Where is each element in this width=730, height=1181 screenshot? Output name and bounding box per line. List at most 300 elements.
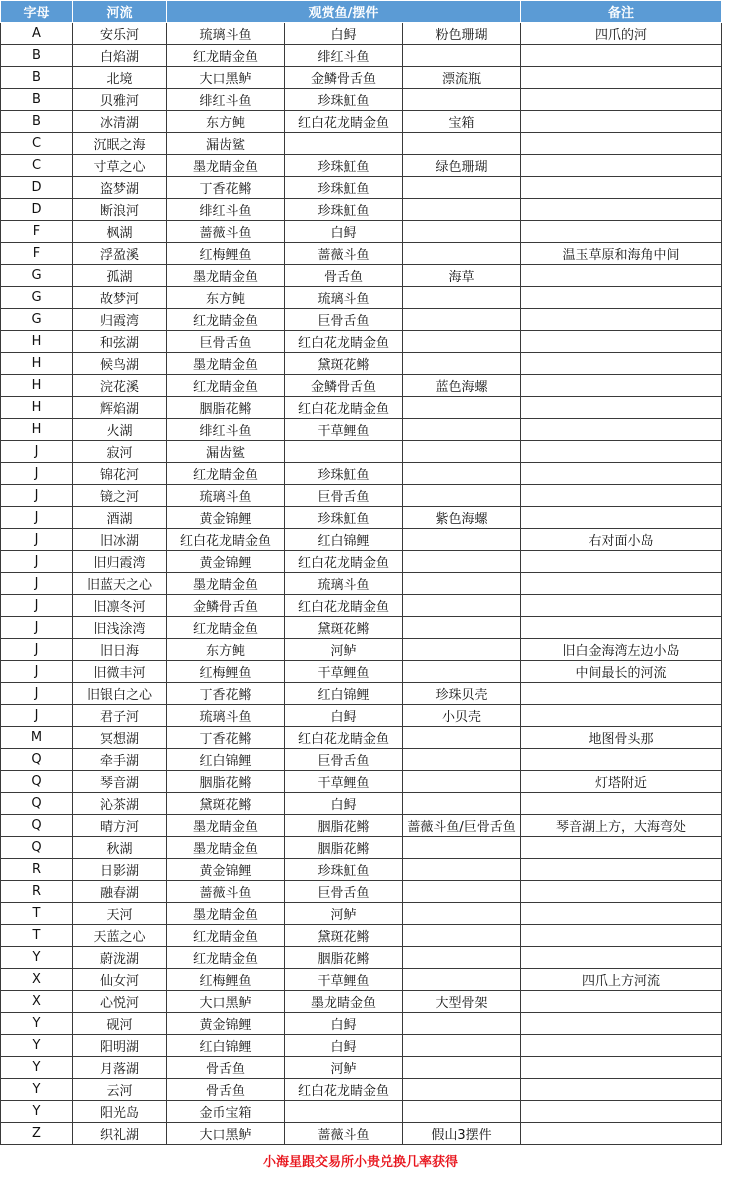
river-cell[interactable]: 阳明湖	[73, 1035, 167, 1057]
decor-cell[interactable]	[403, 1035, 521, 1057]
decor-cell[interactable]: 假山3摆件	[403, 1123, 521, 1145]
decor-cell[interactable]	[403, 573, 521, 595]
river-cell[interactable]: 北境	[73, 67, 167, 89]
notes-cell[interactable]	[521, 837, 722, 859]
fish-1-cell[interactable]: 红龙睛金鱼	[167, 45, 285, 67]
notes-cell[interactable]	[521, 1101, 722, 1123]
decor-cell[interactable]: 蓝色海螺	[403, 375, 521, 397]
river-cell[interactable]: 浮盈溪	[73, 243, 167, 265]
decor-cell[interactable]	[403, 133, 521, 155]
letter-cell[interactable]: Q	[1, 749, 73, 771]
decor-cell[interactable]	[403, 309, 521, 331]
letter-cell[interactable]: Y	[1, 1013, 73, 1035]
decor-cell[interactable]	[403, 397, 521, 419]
letter-cell[interactable]: H	[1, 353, 73, 375]
fish-2-cell[interactable]: 黛斑花鳉	[285, 353, 403, 375]
decor-cell[interactable]	[403, 837, 521, 859]
river-cell[interactable]: 天河	[73, 903, 167, 925]
letter-cell[interactable]: G	[1, 287, 73, 309]
decor-cell[interactable]	[403, 463, 521, 485]
fish-2-cell[interactable]: 巨骨舌鱼	[285, 309, 403, 331]
river-cell[interactable]: 沉眠之海	[73, 133, 167, 155]
decor-cell[interactable]	[403, 661, 521, 683]
letter-cell[interactable]: D	[1, 199, 73, 221]
river-cell[interactable]: 安乐河	[73, 23, 167, 45]
notes-cell[interactable]: 四爪的河	[521, 23, 722, 45]
river-cell[interactable]: 辉焰湖	[73, 397, 167, 419]
notes-cell[interactable]	[521, 463, 722, 485]
notes-cell[interactable]	[521, 133, 722, 155]
fish-2-cell[interactable]: 巨骨舌鱼	[285, 881, 403, 903]
river-cell[interactable]: 白焰湖	[73, 45, 167, 67]
letter-cell[interactable]: H	[1, 375, 73, 397]
decor-cell[interactable]	[403, 441, 521, 463]
fish-2-cell[interactable]: 红白花龙睛金鱼	[285, 595, 403, 617]
decor-cell[interactable]	[403, 859, 521, 881]
decor-cell[interactable]: 绿色珊瑚	[403, 155, 521, 177]
fish-2-cell[interactable]: 河鲈	[285, 1057, 403, 1079]
fish-1-cell[interactable]: 金鳞骨舌鱼	[167, 595, 285, 617]
fish-2-cell[interactable]: 骨舌鱼	[285, 265, 403, 287]
fish-2-cell[interactable]	[285, 1101, 403, 1123]
fish-2-cell[interactable]: 白鲟	[285, 221, 403, 243]
notes-cell[interactable]	[521, 859, 722, 881]
fish-1-cell[interactable]: 漏齿鲨	[167, 441, 285, 463]
river-cell[interactable]: 和弦湖	[73, 331, 167, 353]
decor-cell[interactable]: 珍珠贝壳	[403, 683, 521, 705]
fish-1-cell[interactable]: 墨龙睛金鱼	[167, 903, 285, 925]
letter-cell[interactable]: D	[1, 177, 73, 199]
river-cell[interactable]: 阳光岛	[73, 1101, 167, 1123]
notes-cell[interactable]	[521, 705, 722, 727]
river-cell[interactable]: 心悦河	[73, 991, 167, 1013]
fish-2-cell[interactable]: 黛斑花鳉	[285, 617, 403, 639]
river-cell[interactable]: 寸草之心	[73, 155, 167, 177]
decor-cell[interactable]	[403, 727, 521, 749]
fish-1-cell[interactable]: 墨龙睛金鱼	[167, 353, 285, 375]
notes-cell[interactable]	[521, 45, 722, 67]
letter-cell[interactable]: J	[1, 485, 73, 507]
fish-1-cell[interactable]: 大口黑鲈	[167, 67, 285, 89]
decor-cell[interactable]	[403, 639, 521, 661]
fish-2-cell[interactable]: 干草鲤鱼	[285, 969, 403, 991]
letter-cell[interactable]: C	[1, 155, 73, 177]
fish-1-cell[interactable]: 绯红斗鱼	[167, 199, 285, 221]
river-cell[interactable]: 冰清湖	[73, 111, 167, 133]
notes-cell[interactable]	[521, 793, 722, 815]
notes-cell[interactable]	[521, 1123, 722, 1145]
letter-cell[interactable]: H	[1, 397, 73, 419]
letter-cell[interactable]: Y	[1, 1101, 73, 1123]
decor-cell[interactable]	[403, 177, 521, 199]
fish-2-cell[interactable]: 红白花龙睛金鱼	[285, 331, 403, 353]
river-cell[interactable]: 织礼湖	[73, 1123, 167, 1145]
notes-cell[interactable]: 中间最长的河流	[521, 661, 722, 683]
letter-cell[interactable]: A	[1, 23, 73, 45]
letter-cell[interactable]: Q	[1, 815, 73, 837]
notes-cell[interactable]	[521, 199, 722, 221]
notes-cell[interactable]	[521, 551, 722, 573]
river-cell[interactable]: 仙女河	[73, 969, 167, 991]
decor-cell[interactable]: 海草	[403, 265, 521, 287]
notes-cell[interactable]	[521, 265, 722, 287]
decor-cell[interactable]	[403, 331, 521, 353]
letter-cell[interactable]: G	[1, 309, 73, 331]
river-cell[interactable]: 归霞湾	[73, 309, 167, 331]
fish-2-cell[interactable]: 墨龙睛金鱼	[285, 991, 403, 1013]
decor-cell[interactable]: 蔷薇斗鱼/巨骨舌鱼	[403, 815, 521, 837]
decor-cell[interactable]: 宝箱	[403, 111, 521, 133]
decor-cell[interactable]	[403, 45, 521, 67]
letter-cell[interactable]: J	[1, 683, 73, 705]
fish-1-cell[interactable]: 丁香花鳉	[167, 683, 285, 705]
fish-2-cell[interactable]: 干草鲤鱼	[285, 419, 403, 441]
decor-cell[interactable]	[403, 221, 521, 243]
letter-cell[interactable]: J	[1, 639, 73, 661]
fish-1-cell[interactable]: 墨龙睛金鱼	[167, 573, 285, 595]
river-cell[interactable]: 旧日海	[73, 639, 167, 661]
decor-cell[interactable]	[403, 485, 521, 507]
decor-cell[interactable]: 大型骨架	[403, 991, 521, 1013]
fish-1-cell[interactable]: 骨舌鱼	[167, 1057, 285, 1079]
fish-1-cell[interactable]: 蔷薇斗鱼	[167, 221, 285, 243]
fish-1-cell[interactable]: 绯红斗鱼	[167, 89, 285, 111]
decor-cell[interactable]	[403, 1013, 521, 1035]
fish-1-cell[interactable]: 红白锦鲤	[167, 1035, 285, 1057]
letter-cell[interactable]: Q	[1, 793, 73, 815]
river-cell[interactable]: 砚河	[73, 1013, 167, 1035]
decor-cell[interactable]	[403, 595, 521, 617]
letter-cell[interactable]: Q	[1, 771, 73, 793]
fish-2-cell[interactable]: 红白花龙睛金鱼	[285, 727, 403, 749]
fish-1-cell[interactable]: 巨骨舌鱼	[167, 331, 285, 353]
fish-2-cell[interactable]: 琉璃斗鱼	[285, 573, 403, 595]
fish-2-cell[interactable]: 胭脂花鳉	[285, 947, 403, 969]
fish-1-cell[interactable]: 红龙睛金鱼	[167, 463, 285, 485]
decor-cell[interactable]: 紫色海螺	[403, 507, 521, 529]
notes-cell[interactable]	[521, 111, 722, 133]
notes-cell[interactable]	[521, 507, 722, 529]
fish-2-cell[interactable]: 珍珠魟鱼	[285, 199, 403, 221]
notes-cell[interactable]	[521, 67, 722, 89]
fish-2-cell[interactable]: 珍珠魟鱼	[285, 177, 403, 199]
river-cell[interactable]: 琴音湖	[73, 771, 167, 793]
decor-cell[interactable]	[403, 881, 521, 903]
letter-cell[interactable]: Q	[1, 837, 73, 859]
river-cell[interactable]: 旧蓝天之心	[73, 573, 167, 595]
decor-cell[interactable]	[403, 749, 521, 771]
notes-cell[interactable]	[521, 155, 722, 177]
river-cell[interactable]: 月落湖	[73, 1057, 167, 1079]
fish-2-cell[interactable]: 珍珠魟鱼	[285, 463, 403, 485]
notes-cell[interactable]: 温玉草原和海角中间	[521, 243, 722, 265]
fish-2-cell[interactable]: 白鲟	[285, 23, 403, 45]
river-cell[interactable]: 旧银白之心	[73, 683, 167, 705]
notes-cell[interactable]	[521, 1035, 722, 1057]
letter-cell[interactable]: J	[1, 529, 73, 551]
fish-2-cell[interactable]: 红白花龙睛金鱼	[285, 551, 403, 573]
notes-cell[interactable]	[521, 441, 722, 463]
fish-1-cell[interactable]: 琉璃斗鱼	[167, 705, 285, 727]
fish-1-cell[interactable]: 红梅鲤鱼	[167, 243, 285, 265]
river-cell[interactable]: 酒湖	[73, 507, 167, 529]
river-cell[interactable]: 牵手湖	[73, 749, 167, 771]
letter-cell[interactable]: J	[1, 507, 73, 529]
fish-2-cell[interactable]	[285, 133, 403, 155]
river-cell[interactable]: 断浪河	[73, 199, 167, 221]
fish-1-cell[interactable]: 丁香花鳉	[167, 177, 285, 199]
fish-2-cell[interactable]: 珍珠魟鱼	[285, 859, 403, 881]
notes-cell[interactable]	[521, 749, 722, 771]
notes-cell[interactable]	[521, 397, 722, 419]
fish-1-cell[interactable]: 红白锦鲤	[167, 749, 285, 771]
river-cell[interactable]: 浣花溪	[73, 375, 167, 397]
river-cell[interactable]: 旧凛冬河	[73, 595, 167, 617]
river-cell[interactable]: 盗梦湖	[73, 177, 167, 199]
fish-2-cell[interactable]: 红白花龙睛金鱼	[285, 111, 403, 133]
decor-cell[interactable]	[403, 419, 521, 441]
notes-cell[interactable]	[521, 309, 722, 331]
river-cell[interactable]: 旧冰湖	[73, 529, 167, 551]
notes-cell[interactable]	[521, 991, 722, 1013]
fish-2-cell[interactable]: 干草鲤鱼	[285, 771, 403, 793]
fish-1-cell[interactable]: 大口黑鲈	[167, 1123, 285, 1145]
river-cell[interactable]: 云河	[73, 1079, 167, 1101]
letter-cell[interactable]: R	[1, 881, 73, 903]
fish-2-cell[interactable]: 白鲟	[285, 793, 403, 815]
letter-cell[interactable]: X	[1, 969, 73, 991]
river-cell[interactable]: 天蓝之心	[73, 925, 167, 947]
notes-cell[interactable]	[521, 881, 722, 903]
letter-cell[interactable]: Z	[1, 1123, 73, 1145]
notes-cell[interactable]: 四爪上方河流	[521, 969, 722, 991]
fish-2-cell[interactable]: 红白锦鲤	[285, 529, 403, 551]
fish-1-cell[interactable]: 漏齿鲨	[167, 133, 285, 155]
letter-cell[interactable]: Y	[1, 947, 73, 969]
letter-cell[interactable]: Y	[1, 1079, 73, 1101]
notes-cell[interactable]	[521, 925, 722, 947]
letter-cell[interactable]: J	[1, 661, 73, 683]
decor-cell[interactable]	[403, 287, 521, 309]
header-fish-decor[interactable]: 观赏鱼/摆件	[167, 1, 521, 23]
notes-cell[interactable]	[521, 485, 722, 507]
river-cell[interactable]: 旧浅涂湾	[73, 617, 167, 639]
fish-2-cell[interactable]: 胭脂花鳉	[285, 815, 403, 837]
fish-2-cell[interactable]: 胭脂花鳉	[285, 837, 403, 859]
notes-cell[interactable]: 右对面小岛	[521, 529, 722, 551]
letter-cell[interactable]: J	[1, 705, 73, 727]
fish-1-cell[interactable]: 大口黑鲈	[167, 991, 285, 1013]
river-cell[interactable]: 火湖	[73, 419, 167, 441]
letter-cell[interactable]: H	[1, 331, 73, 353]
fish-2-cell[interactable]: 红白花龙睛金鱼	[285, 397, 403, 419]
decor-cell[interactable]	[403, 617, 521, 639]
notes-cell[interactable]	[521, 287, 722, 309]
letter-cell[interactable]: H	[1, 419, 73, 441]
notes-cell[interactable]: 旧白金海湾左边小岛	[521, 639, 722, 661]
fish-1-cell[interactable]: 东方鲀	[167, 639, 285, 661]
fish-2-cell[interactable]: 蔷薇斗鱼	[285, 243, 403, 265]
fish-2-cell[interactable]: 河鲈	[285, 903, 403, 925]
notes-cell[interactable]	[521, 903, 722, 925]
decor-cell[interactable]	[403, 1101, 521, 1123]
fish-1-cell[interactable]: 骨舌鱼	[167, 1079, 285, 1101]
notes-cell[interactable]	[521, 375, 722, 397]
letter-cell[interactable]: F	[1, 221, 73, 243]
river-cell[interactable]: 孤湖	[73, 265, 167, 287]
fish-1-cell[interactable]: 墨龙睛金鱼	[167, 155, 285, 177]
decor-cell[interactable]	[403, 925, 521, 947]
letter-cell[interactable]: J	[1, 441, 73, 463]
decor-cell[interactable]	[403, 969, 521, 991]
fish-2-cell[interactable]: 河鲈	[285, 639, 403, 661]
header-notes[interactable]: 备注	[521, 1, 722, 23]
letter-cell[interactable]: J	[1, 551, 73, 573]
letter-cell[interactable]: Y	[1, 1057, 73, 1079]
fish-1-cell[interactable]: 胭脂花鳉	[167, 771, 285, 793]
river-cell[interactable]: 寂河	[73, 441, 167, 463]
decor-cell[interactable]: 漂流瓶	[403, 67, 521, 89]
notes-cell[interactable]	[521, 617, 722, 639]
river-cell[interactable]: 冥想湖	[73, 727, 167, 749]
fish-1-cell[interactable]: 黄金锦鲤	[167, 1013, 285, 1035]
fish-2-cell[interactable]: 干草鲤鱼	[285, 661, 403, 683]
notes-cell[interactable]	[521, 221, 722, 243]
notes-cell[interactable]: 地图骨头那	[521, 727, 722, 749]
decor-cell[interactable]: 粉色珊瑚	[403, 23, 521, 45]
decor-cell[interactable]	[403, 353, 521, 375]
fish-1-cell[interactable]: 黄金锦鲤	[167, 507, 285, 529]
notes-cell[interactable]	[521, 353, 722, 375]
fish-1-cell[interactable]: 红龙睛金鱼	[167, 617, 285, 639]
fish-2-cell[interactable]	[285, 441, 403, 463]
letter-cell[interactable]: J	[1, 595, 73, 617]
fish-2-cell[interactable]: 金鳞骨舌鱼	[285, 67, 403, 89]
letter-cell[interactable]: B	[1, 45, 73, 67]
notes-cell[interactable]	[521, 1057, 722, 1079]
decor-cell[interactable]	[403, 793, 521, 815]
letter-cell[interactable]: Y	[1, 1035, 73, 1057]
fish-1-cell[interactable]: 墨龙睛金鱼	[167, 837, 285, 859]
letter-cell[interactable]: M	[1, 727, 73, 749]
river-cell[interactable]: 旧归霞湾	[73, 551, 167, 573]
letter-cell[interactable]: G	[1, 265, 73, 287]
fish-1-cell[interactable]: 红龙睛金鱼	[167, 947, 285, 969]
fish-2-cell[interactable]: 珍珠魟鱼	[285, 155, 403, 177]
notes-cell[interactable]	[521, 331, 722, 353]
fish-1-cell[interactable]: 红梅鲤鱼	[167, 661, 285, 683]
fish-1-cell[interactable]: 红龙睛金鱼	[167, 309, 285, 331]
fish-1-cell[interactable]: 红龙睛金鱼	[167, 375, 285, 397]
notes-cell[interactable]	[521, 683, 722, 705]
fish-2-cell[interactable]: 白鲟	[285, 1013, 403, 1035]
river-cell[interactable]: 故梦河	[73, 287, 167, 309]
fish-1-cell[interactable]: 胭脂花鳉	[167, 397, 285, 419]
fish-1-cell[interactable]: 红白花龙睛金鱼	[167, 529, 285, 551]
river-cell[interactable]: 沁茶湖	[73, 793, 167, 815]
fish-2-cell[interactable]: 珍珠魟鱼	[285, 89, 403, 111]
decor-cell[interactable]	[403, 243, 521, 265]
fish-1-cell[interactable]: 金币宝箱	[167, 1101, 285, 1123]
notes-cell[interactable]	[521, 1079, 722, 1101]
letter-cell[interactable]: J	[1, 573, 73, 595]
fish-2-cell[interactable]: 蔷薇斗鱼	[285, 1123, 403, 1145]
river-cell[interactable]: 旧微丰河	[73, 661, 167, 683]
fish-2-cell[interactable]: 黛斑花鳉	[285, 925, 403, 947]
letter-cell[interactable]: F	[1, 243, 73, 265]
notes-cell[interactable]: 琴音湖上方，大海弯处	[521, 815, 722, 837]
fish-2-cell[interactable]: 琉璃斗鱼	[285, 287, 403, 309]
fish-1-cell[interactable]: 琉璃斗鱼	[167, 485, 285, 507]
fish-2-cell[interactable]: 巨骨舌鱼	[285, 749, 403, 771]
notes-cell[interactable]	[521, 573, 722, 595]
river-cell[interactable]: 蔚泷湖	[73, 947, 167, 969]
river-cell[interactable]: 候鸟湖	[73, 353, 167, 375]
fish-2-cell[interactable]: 红白花龙睛金鱼	[285, 1079, 403, 1101]
fish-1-cell[interactable]: 东方鲀	[167, 111, 285, 133]
decor-cell[interactable]: 小贝壳	[403, 705, 521, 727]
fish-1-cell[interactable]: 绯红斗鱼	[167, 419, 285, 441]
header-river[interactable]: 河流	[73, 1, 167, 23]
notes-cell[interactable]: 灯塔附近	[521, 771, 722, 793]
river-cell[interactable]: 锦花河	[73, 463, 167, 485]
decor-cell[interactable]	[403, 903, 521, 925]
river-cell[interactable]: 君子河	[73, 705, 167, 727]
letter-cell[interactable]: B	[1, 111, 73, 133]
notes-cell[interactable]	[521, 177, 722, 199]
fish-2-cell[interactable]: 白鲟	[285, 705, 403, 727]
notes-cell[interactable]	[521, 595, 722, 617]
fish-1-cell[interactable]: 墨龙睛金鱼	[167, 265, 285, 287]
fish-1-cell[interactable]: 东方鲀	[167, 287, 285, 309]
river-cell[interactable]: 日影湖	[73, 859, 167, 881]
fish-1-cell[interactable]: 黄金锦鲤	[167, 859, 285, 881]
fish-1-cell[interactable]: 墨龙睛金鱼	[167, 815, 285, 837]
river-cell[interactable]: 融春湖	[73, 881, 167, 903]
letter-cell[interactable]: R	[1, 859, 73, 881]
notes-cell[interactable]	[521, 947, 722, 969]
fish-2-cell[interactable]: 绯红斗鱼	[285, 45, 403, 67]
letter-cell[interactable]: T	[1, 925, 73, 947]
fish-2-cell[interactable]: 珍珠魟鱼	[285, 507, 403, 529]
fish-2-cell[interactable]: 巨骨舌鱼	[285, 485, 403, 507]
decor-cell[interactable]	[403, 199, 521, 221]
river-cell[interactable]: 晴方河	[73, 815, 167, 837]
notes-cell[interactable]	[521, 1013, 722, 1035]
fish-2-cell[interactable]: 白鲟	[285, 1035, 403, 1057]
letter-cell[interactable]: B	[1, 67, 73, 89]
notes-cell[interactable]	[521, 419, 722, 441]
decor-cell[interactable]	[403, 89, 521, 111]
fish-1-cell[interactable]: 红龙睛金鱼	[167, 925, 285, 947]
decor-cell[interactable]	[403, 1057, 521, 1079]
decor-cell[interactable]	[403, 947, 521, 969]
letter-cell[interactable]: X	[1, 991, 73, 1013]
letter-cell[interactable]: J	[1, 463, 73, 485]
river-cell[interactable]: 枫湖	[73, 221, 167, 243]
fish-2-cell[interactable]: 金鳞骨舌鱼	[285, 375, 403, 397]
letter-cell[interactable]: C	[1, 133, 73, 155]
fish-1-cell[interactable]: 红梅鲤鱼	[167, 969, 285, 991]
river-cell[interactable]: 秋湖	[73, 837, 167, 859]
decor-cell[interactable]	[403, 551, 521, 573]
decor-cell[interactable]	[403, 529, 521, 551]
header-letter[interactable]: 字母	[1, 1, 73, 23]
decor-cell[interactable]	[403, 771, 521, 793]
fish-2-cell[interactable]: 红白锦鲤	[285, 683, 403, 705]
fish-1-cell[interactable]: 琉璃斗鱼	[167, 23, 285, 45]
decor-cell[interactable]	[403, 1079, 521, 1101]
